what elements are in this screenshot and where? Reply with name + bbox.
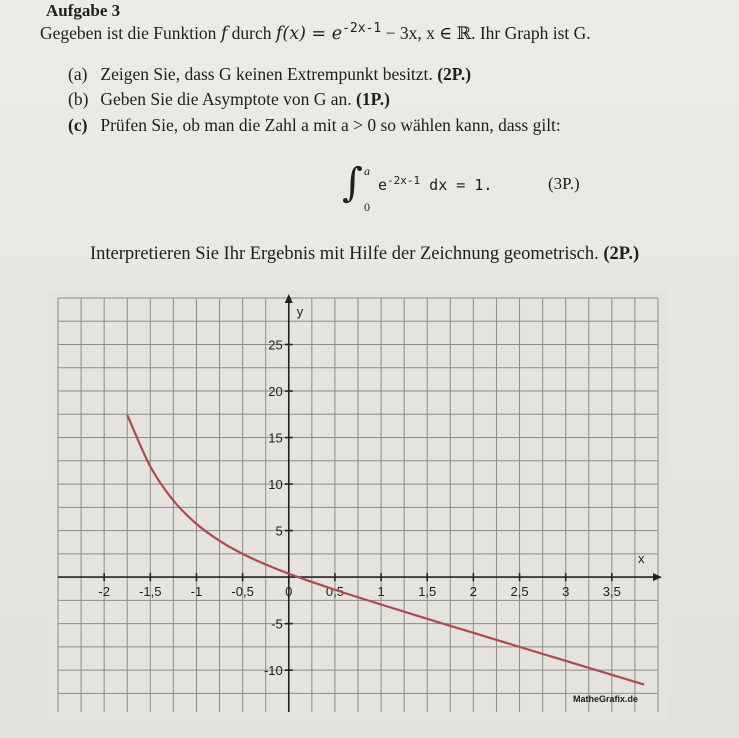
x-tick-label: 0,5 xyxy=(325,584,344,600)
x-tick-label: 3,5 xyxy=(602,584,621,600)
y-tick-label: 25 xyxy=(268,337,283,353)
integral-body xyxy=(378,174,492,194)
watermark: MatheGrafix.de xyxy=(572,694,638,704)
integral-upper-bound: a xyxy=(364,164,370,178)
integral-formula xyxy=(342,160,642,220)
integral-sign: ∫ xyxy=(342,160,363,206)
integral-points: (3P.) xyxy=(548,174,580,193)
intro-fx: f(x) = e xyxy=(275,23,343,44)
x-tick-label: 1,5 xyxy=(418,584,437,600)
integrand-base: e xyxy=(378,176,388,194)
part-b xyxy=(68,89,390,110)
x-axis-label: x xyxy=(638,551,645,567)
part-a xyxy=(68,64,471,85)
y-tick-label: 15 xyxy=(268,430,283,446)
interpret-points: (2P.) xyxy=(603,244,640,264)
graph-svg xyxy=(48,290,668,720)
part-b-label: (b) xyxy=(68,89,89,109)
part-b-text: Geben Sie die Asymptote von G an. xyxy=(100,89,352,109)
integral-tail: dx = 1. xyxy=(420,176,493,194)
task-intro xyxy=(40,21,591,44)
intro-exponent: -2x-1 xyxy=(342,21,382,36)
y-tick-label: 10 xyxy=(268,477,283,493)
interpret-line xyxy=(90,244,639,265)
intro-suffix: Ihr Graph ist G. xyxy=(479,22,591,43)
intro-rest: − 3x, x ∈ ℝ. xyxy=(381,22,476,43)
y-tick-label: 5 xyxy=(275,523,283,539)
intro-prefix: Gegeben ist die Funktion xyxy=(40,22,217,43)
y-axis-label: y xyxy=(296,304,304,319)
part-c-text: Prüfen Sie, ob man die Zahl a mit a > 0 so wählen kann, dass gilt: xyxy=(100,115,561,135)
x-tick-label: -0,5 xyxy=(231,584,254,600)
x-tick-label: 2,5 xyxy=(510,584,529,600)
x-tick-label: 0 xyxy=(285,584,293,600)
intro-function-name: f xyxy=(220,23,228,44)
y-tick-label: 20 xyxy=(268,384,283,400)
part-a-points: (2P.) xyxy=(437,64,472,84)
part-b-points: (1P.) xyxy=(356,89,390,109)
part-a-label: (a) xyxy=(68,64,88,84)
y-tick-label: -10 xyxy=(263,663,283,679)
part-c-label: (c) xyxy=(68,115,88,135)
part-a-text: Zeigen Sie, dass G keinen Extrempunkt besitzt. xyxy=(100,64,433,84)
x-tick-label: -1 xyxy=(190,584,203,600)
integral-lower-bound: 0 xyxy=(364,200,370,214)
task-title: Aufgabe 3 xyxy=(46,1,121,20)
intro-durch: durch xyxy=(231,22,272,43)
interpret-text: Interpretieren Sie Ihr Ergebnis mit Hilfe der Zeichnung geometrisch. xyxy=(90,244,599,264)
x-tick-label: 2 xyxy=(469,584,478,600)
x-tick-label: -2 xyxy=(98,584,110,600)
y-tick-label: -5 xyxy=(271,616,283,632)
x-tick-label: -1,5 xyxy=(139,584,162,600)
x-tick-label: 3 xyxy=(562,584,570,600)
integrand-exponent: -2x-1 xyxy=(387,174,421,187)
x-tick-label: 1 xyxy=(377,584,385,600)
part-c xyxy=(68,115,561,136)
function-graph xyxy=(48,290,668,720)
